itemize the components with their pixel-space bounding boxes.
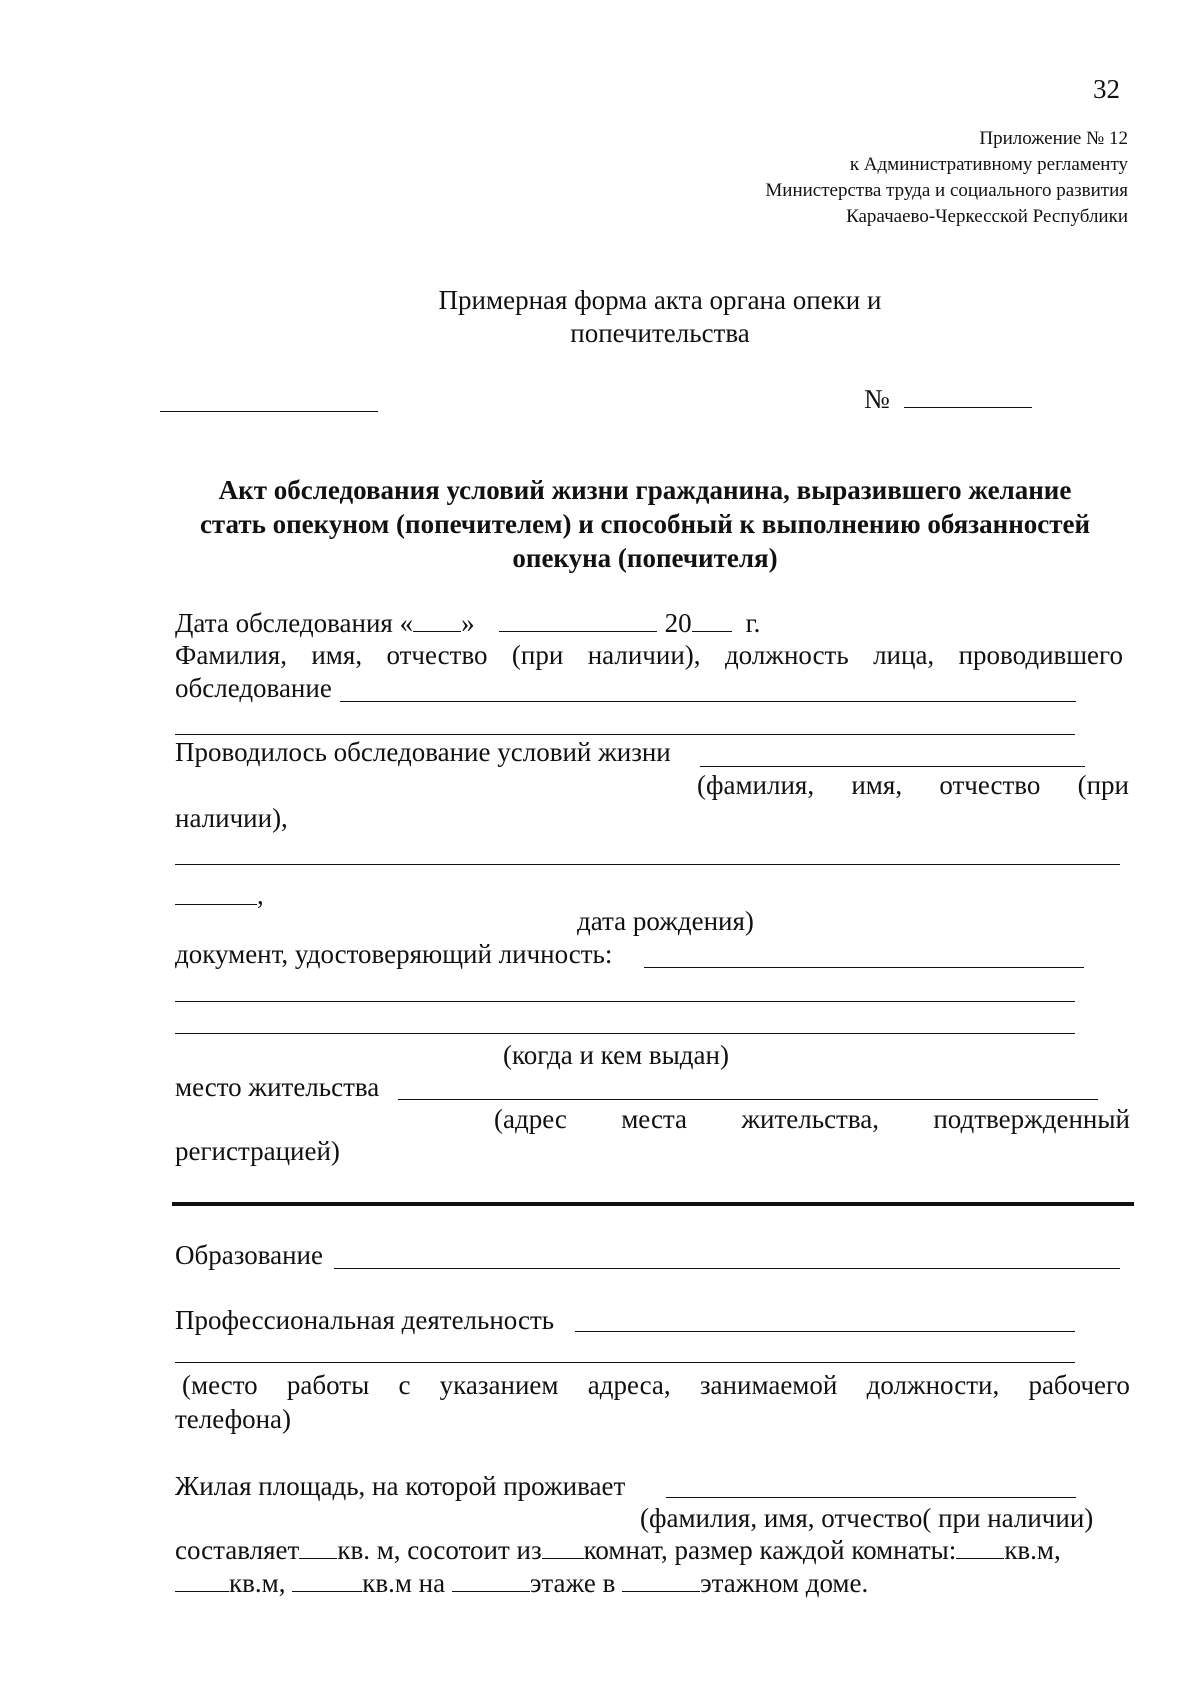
fio-hint-word: (фамилия, [697,770,815,800]
appendix-line-4: Карачаево-Черкесской Республики [846,206,1128,227]
birth-comma: , [257,880,264,910]
address-hint-word: (адрес [494,1104,567,1134]
act-title-line-3: опекуна (попечителя) [512,543,778,573]
fio-hint-word: (при [1077,770,1129,800]
room-size-blank-2 [175,1569,229,1592]
date-g: г. [745,608,761,638]
form-title-line-1: Примерная форма акта органа опеки и [438,285,882,315]
work-hint-word: занимаемой [699,1370,838,1400]
rooms-text-2: кв.м на [362,1568,446,1598]
residence-label: место жительства [175,1072,380,1102]
id-doc-blank-3 [175,1033,1075,1034]
fio-hint-end: наличии), [175,803,288,833]
rooms-row [175,1567,868,1599]
area-text-1: составляет [175,1535,300,1565]
area-row [175,1534,1061,1566]
number-blank-line [904,407,1032,408]
inspector-word: имя, [311,640,363,670]
profession-blank-2 [175,1362,1075,1363]
fio-hint-word: отчество [939,770,1041,800]
address-hint-word: жительства, [741,1104,879,1134]
date-year-prefix: 20 [664,608,692,638]
inspector-blank-1 [340,701,1076,702]
living-hint: (фамилия, имя, отчество( при наличии) [640,1503,1094,1533]
floor-blank [452,1569,530,1592]
act-title-line-2: стать опекуном (попечителем) и способный к выполнению обязанностей [199,509,1091,539]
address-hint-end: регистрацией) [175,1136,340,1166]
date-day-blank [413,609,461,632]
act-title [160,473,1130,575]
date-blank-line [160,411,378,412]
page-number: 32 [1093,74,1120,104]
work-hint-word: должности, [866,1370,1000,1400]
date-label: Дата обследования « [175,608,414,638]
address-hint-word: места [621,1104,688,1134]
inspector-word: лица, [873,640,935,670]
conducted-label: Проводилось обследование условий жизни [175,737,671,767]
number-label: № [864,384,890,414]
fio-blank [175,864,1120,865]
id-doc-label: документ, удостоверяющий личность: [175,939,613,969]
living-space-label: Жилая площадь, на которой проживает [175,1471,626,1501]
inspector-word: Фамилия, [175,640,287,670]
inspector-word: должность [724,640,849,670]
work-hint-row [182,1369,1130,1401]
inspector-label-2: обследование [175,673,332,703]
rooms-text-4: этажном доме. [700,1568,869,1598]
appendix-block [765,126,1128,230]
profession-label: Профессиональная деятельность [175,1305,555,1335]
inspector-blank-2 [175,734,1075,735]
address-hint-row [494,1103,1130,1135]
area-text-4: кв.м, [1004,1535,1061,1565]
floors-total-blank [622,1569,700,1592]
inspector-word: (при [511,640,564,670]
area-sqm-blank [299,1536,337,1559]
living-space-blank [666,1497,1076,1498]
work-hint-word: адреса, [587,1370,671,1400]
birth-hint: дата рождения) [577,906,754,936]
form-title [300,284,1020,350]
education-blank [334,1268,1120,1269]
work-hint-word: работы [286,1370,370,1400]
address-hint-word: подтвержденный [933,1104,1130,1134]
education-label: Образование [175,1240,323,1270]
area-text-2: кв. м, сосотоит из [337,1535,542,1565]
appendix-line-1: Приложение № 12 [979,128,1128,149]
inspector-word: проводившего [958,640,1123,670]
rooms-text-3: этаже в [529,1568,616,1598]
area-text-3: комнат, размер каждой комнаты: [583,1535,957,1565]
separator-line [172,1202,1134,1206]
form-title-line-2: попечительства [570,318,750,348]
inspector-label-row [175,639,1123,671]
conducted-blank [700,766,1085,767]
profession-blank-1 [575,1331,1075,1332]
id-doc-blank-1 [644,967,1084,968]
residence-blank [398,1099,1098,1100]
work-hint-word: (место [182,1370,258,1400]
fio-hint-row [697,769,1129,801]
area-rooms-blank [542,1536,584,1559]
rooms-text-1: кв.м, [229,1568,286,1598]
act-title-line-1: Акт обследования условий жизни гражданина, выразившего желание [218,475,1072,505]
birth-blank [175,904,257,905]
work-hint-word: рабочего [1028,1370,1130,1400]
date-month-blank [499,609,657,632]
issued-hint: (когда и кем выдан) [503,1040,729,1070]
work-hint-word: с [398,1370,411,1400]
fio-hint-word: имя, [851,770,903,800]
date-year-blank [692,609,732,632]
work-hint-end: телефона) [175,1404,291,1434]
appendix-line-3: Министерства труда и социального развития [765,180,1128,201]
work-hint-word: указанием [439,1370,559,1400]
date-row [175,607,760,639]
area-room-size-blank [956,1536,1004,1559]
inspector-word: наличии), [587,640,701,670]
room-size-blank-3 [292,1569,362,1592]
id-doc-blank-2 [175,1001,1075,1002]
date-quote-close: » [461,608,475,638]
inspector-word: отчество [386,640,488,670]
appendix-line-2: к Административному регламенту [849,154,1128,175]
